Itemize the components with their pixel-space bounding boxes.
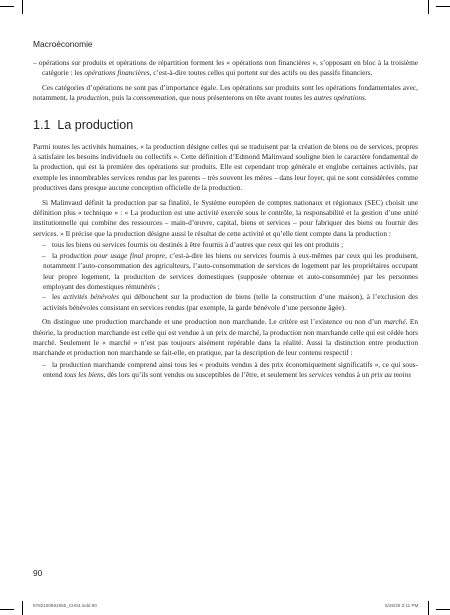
- list-item: – la production marchande comprend ainsi tous les « produits vendus à des prix économiquement significatifs », ce qui sous-entend tous les biens, dès lors qu’ils sont vendus ou susceptibles de l’être, et seulement les services vendus à un prix au moins: [33, 360, 418, 381]
- page-number: 90: [33, 568, 43, 578]
- page-body: [33, 58, 418, 382]
- production-list: [33, 240, 418, 313]
- paragraph-sec: Si Malinvaud définit la production par sa finalité, le Système européen de comptes nationaux et régionaux (SEC) choisit une définition plus « technique » : « La production est une activité exercée sous le contrôle, la responsabilité et la gestion d’une unité institutionnelle qui combine des ressources – main-d’œuvre, capital, biens et services – pour fabriquer des biens ou fournir des services. » Il précise que la production désigne aussi le résultat de cette activité et qu’elle tient compte dans la production :: [33, 197, 418, 238]
- print-slug-file: 9782100891955_CH04.indd 90: [33, 603, 97, 608]
- crop-mark: [436, 609, 450, 610]
- list-item: – tous les biens ou services fournis ou destinés à être fournis à d’autres que ceux qui les ont produits ;: [33, 240, 418, 250]
- list-item: – les activités bénévoles qui débouchent sur la production de biens (telle la construction d’une maison), à l’exclusion des activités bénévoles consistant en services rendus (par exemple, la garde bénévole d’une personne âgée).: [33, 292, 418, 313]
- section-title: La production: [57, 117, 134, 132]
- crop-mark: [436, 6, 450, 7]
- paragraph-categories: Ces catégories d’opérations ne sont pas d’importance égale. Les opérations sur produits sont les opérations fondamentales avec, notamment, la production, puis la consommation, que nous présenterons en tête avant toutes les autres opérations.: [33, 82, 418, 103]
- marchande-list: [33, 360, 418, 381]
- crop-mark: [0, 609, 14, 610]
- running-head: Macroéconomie: [33, 39, 93, 49]
- print-slug-date: 5/29/25 2:11 PM: [385, 603, 419, 608]
- crop-mark: [22, 601, 23, 615]
- crop-mark: [0, 6, 14, 7]
- paragraph-marchande: On distingue une production marchande et une production non marchande. Le critère est l’existence ou non d’un marché. En théorie, la production marchande est celle qui est vendue à un prix de marché, la production non marchande celle qui est cédée hors marché. Seulement le « marché » n’est pas toujours aisément repérable dans la réalité. Aussi la distinction entre production marchande et production non marchande se fait-elle, en pratique, par la description de leur contenu respectif :: [33, 317, 418, 358]
- section-number: 1.1: [33, 117, 51, 132]
- list-intro-item: – opérations sur produits et opérations de répartition forment les « opérations non financières », s’opposant en bloc à la troisième catégorie : les opérations financières, c’est-à-dire toutes celles qui portent sur des actifs ou des passifs financiers.: [33, 58, 418, 78]
- crop-mark: [428, 0, 429, 14]
- crop-mark: [428, 601, 429, 615]
- section-heading: [33, 118, 418, 133]
- paragraph-malinvaud: Parmi toutes les activités humaines, « la production désigne celles qui se traduisent par la création de biens ou de services, propres à satisfaire les besoins individuels ou collectifs ». Cette définition d’Edmond Malinvaud souligne bien le caractère fondamental de la production, qui est la première des opérations sur produits. Elle est cependant trop générale et englobe certaines activités, par exemple les innombrables services rendus par les parents – très souvent les mères – dans leur foyer, qui ne sont considérées comme productives dans presque aucune conception officielle de la production.: [33, 141, 418, 193]
- crop-mark: [22, 0, 23, 14]
- list-item: – la production pour usage final propre, c’est-à-dire les biens ou services fournis à eux-mêmes par ceux qui les produisent, notamment l’auto-consommation des agriculteurs, l’auto-consommation de services de logement par les propriétaires occupant leur propre logement, la production de services domestiques (supposée obtenue et auto-consommée) par les personnes employant des domestiques rémunérés ;: [33, 251, 418, 293]
